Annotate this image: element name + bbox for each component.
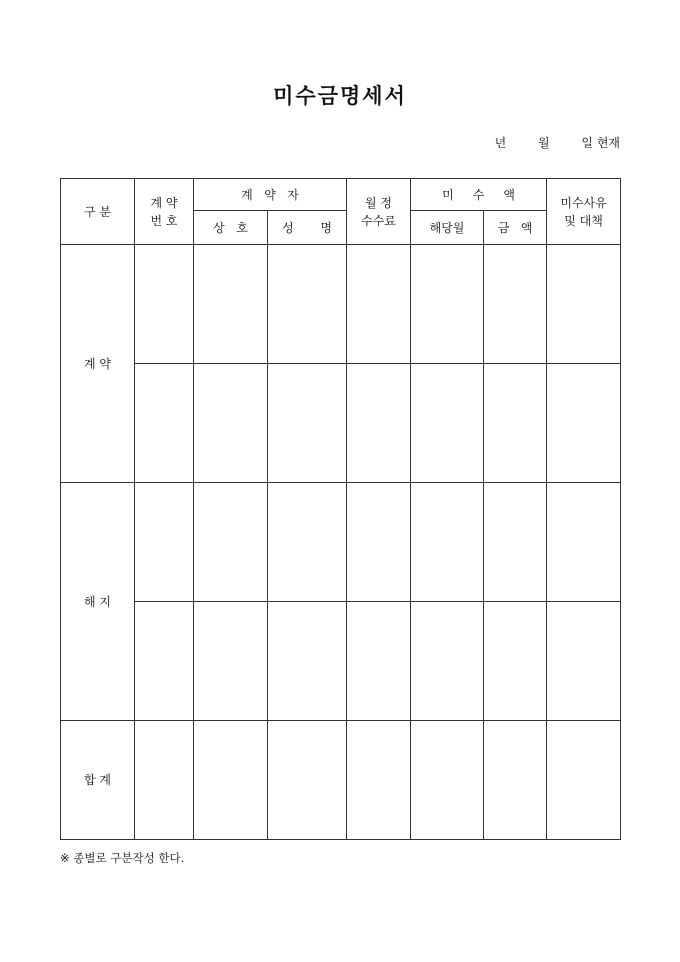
table-row <box>61 364 621 483</box>
table-cell[interactable] <box>135 483 194 602</box>
table-cell[interactable] <box>411 721 484 840</box>
header-monthly-fee <box>347 179 411 245</box>
table-cell[interactable] <box>547 602 621 721</box>
table-cell[interactable] <box>411 245 484 364</box>
header-contractor: 계 약 자 <box>194 179 347 211</box>
table-cell[interactable] <box>547 483 621 602</box>
group-label-total: 합 계 <box>61 721 135 840</box>
table-cell[interactable] <box>484 721 547 840</box>
table-cell[interactable] <box>547 721 621 840</box>
footnote: ※ 종별로 구분작성 한다. <box>60 851 185 865</box>
header-contract-number-line1: 계 약 <box>150 195 178 210</box>
receivables-table <box>60 178 621 840</box>
table-cell[interactable] <box>347 245 411 364</box>
table-cell[interactable] <box>547 364 621 483</box>
table-cell[interactable] <box>194 364 268 483</box>
table-cell[interactable] <box>484 483 547 602</box>
header-person-name: 성 명 <box>268 211 347 245</box>
table-cell[interactable] <box>194 602 268 721</box>
header-contract-number <box>135 179 194 245</box>
table-cell[interactable] <box>194 483 268 602</box>
table-cell[interactable] <box>347 364 411 483</box>
table-row <box>61 245 621 364</box>
header-reason-line1: 미수사유 <box>560 195 607 210</box>
date-line <box>495 134 620 151</box>
table-cell[interactable] <box>484 245 547 364</box>
table-cell[interactable] <box>135 364 194 483</box>
table-cell[interactable] <box>484 602 547 721</box>
header-reason <box>547 179 621 245</box>
table-cell[interactable] <box>547 245 621 364</box>
month-label: 월 <box>537 136 550 150</box>
year-label: 년 <box>494 136 507 150</box>
group-label-contract: 계 약 <box>61 245 135 483</box>
table-cell[interactable] <box>194 245 268 364</box>
table-cell[interactable] <box>135 721 194 840</box>
header-amount: 금 액 <box>484 211 547 245</box>
header-month: 해당월 <box>411 211 484 245</box>
table-cell[interactable] <box>411 602 484 721</box>
group-label-termination: 해 지 <box>61 483 135 721</box>
table-cell[interactable] <box>411 483 484 602</box>
header-category: 구 분 <box>61 179 135 245</box>
table-cell[interactable] <box>268 721 347 840</box>
document-title: 미수금명세서 <box>273 83 407 108</box>
header-unpaid-amount: 미 수 액 <box>411 179 547 211</box>
table-cell[interactable] <box>135 245 194 364</box>
table-cell[interactable] <box>347 721 411 840</box>
total-row <box>61 721 621 840</box>
header-contract-number-line2: 번 호 <box>150 213 178 228</box>
table-cell[interactable] <box>194 721 268 840</box>
day-current-label: 일 현재 <box>581 136 620 150</box>
table-cell[interactable] <box>268 602 347 721</box>
table-cell[interactable] <box>347 602 411 721</box>
table-cell[interactable] <box>484 364 547 483</box>
header-reason-line2: 및 대책 <box>564 213 603 228</box>
table-row <box>61 602 621 721</box>
table-row <box>61 483 621 602</box>
table-cell[interactable] <box>135 602 194 721</box>
table-cell[interactable] <box>268 245 347 364</box>
table-cell[interactable] <box>268 483 347 602</box>
header-monthly-fee-line1: 월 정 <box>365 195 393 210</box>
table-cell[interactable] <box>411 364 484 483</box>
header-trade-name: 상 호 <box>194 211 268 245</box>
header-monthly-fee-line2: 수수료 <box>361 213 396 228</box>
table-cell[interactable] <box>268 364 347 483</box>
table-cell[interactable] <box>347 483 411 602</box>
